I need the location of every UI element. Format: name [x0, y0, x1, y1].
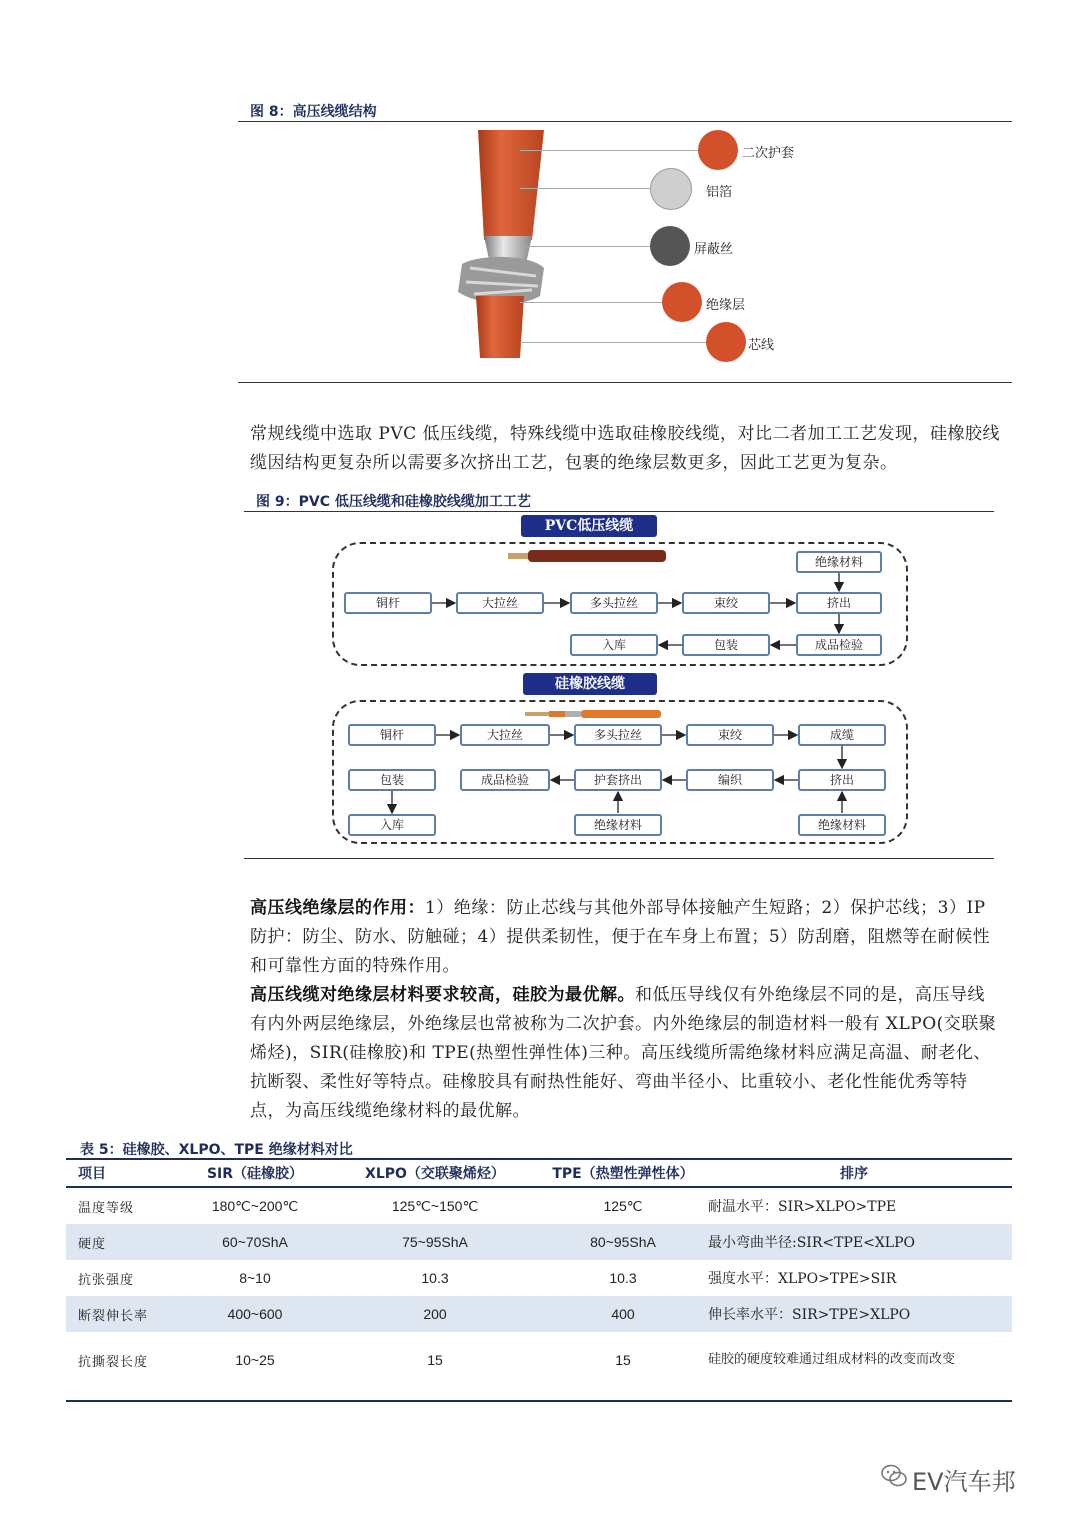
cell-sir: 180℃~200℃	[211, 1197, 299, 1214]
paragraph-3-lead: 高压线缆对绝缘层材料要求较高，硅胶为最优解。	[250, 985, 635, 1005]
silicone-node-multi-drawing: 多头拉丝	[574, 724, 662, 746]
silicone-node-insulation-material: 绝缘材料	[798, 814, 886, 836]
cell-item: 硬度	[66, 1224, 190, 1260]
table-header-row	[66, 1160, 1012, 1187]
col-header-tpe: TPE（热塑性弹性体）	[552, 1166, 694, 1182]
col-header-ranking: 排序	[840, 1166, 868, 1182]
paragraph-2	[250, 894, 1002, 981]
cell-xlpo: 15	[427, 1352, 443, 1368]
cell-ranking: 伸长率水平：SIR>TPE>XLPO	[696, 1296, 1012, 1332]
cell-sir: 10~25	[235, 1352, 275, 1368]
paragraph-2-lead: 高压线绝缘层的作用：	[250, 898, 425, 918]
pvc-node-packaging: 包装	[682, 634, 770, 656]
pvc-node-bunching: 束绞	[682, 592, 770, 614]
cell-item: 断裂伸长率	[66, 1296, 190, 1332]
silicone-node-copper-rod: 铜杆	[348, 724, 436, 746]
col-header-xlpo: XLPO（交联聚烯烃）	[365, 1166, 505, 1182]
pvc-header: PVC低压线缆	[521, 515, 657, 537]
label-core: 芯线	[748, 338, 775, 353]
silicone-node-warehousing: 入库	[348, 814, 436, 836]
table-row	[66, 1187, 1012, 1224]
col-header-sir: SIR（硅橡胶）	[206, 1166, 304, 1182]
table-row	[66, 1332, 1012, 1388]
cell-tpe: 400	[550, 1296, 696, 1332]
cell-xlpo: 200	[320, 1296, 550, 1332]
cell-ranking: 硅胶的硬度较难通过组成材料的改变而改变	[708, 1352, 956, 1367]
pvc-node-rough-drawing: 大拉丝	[456, 592, 544, 614]
pvc-node-final-inspection: 成品检验	[796, 634, 882, 656]
cell-tpe: 15	[615, 1352, 631, 1368]
paragraph-2-body: 1）绝缘：防止芯线与其他外部导体接触产生短路；2）保护芯线；3）IP 防护：防尘、防水、防触碰；4）提供柔韧性，便于在车身上布置；5）防刮磨，阻燃等在耐候性和可靠性方面的特殊作用。	[250, 898, 991, 976]
cell-ranking: 强度水平：XLPO>TPE>SIR	[708, 1271, 897, 1287]
silicone-node-bunching: 束绞	[686, 724, 774, 746]
paragraph-3	[250, 981, 1002, 1126]
label-sheath: 二次护套	[742, 146, 795, 161]
silicone-node-rough-drawing: 大拉丝	[460, 724, 550, 746]
label-shield: 屏蔽丝	[694, 242, 734, 257]
cell-tpe: 125℃	[603, 1197, 643, 1214]
table-row	[66, 1224, 1012, 1260]
table-row	[66, 1296, 1012, 1332]
silicone-node-sheath-extrusion: 护套挤出	[574, 769, 662, 791]
silicone-node-extrusion: 挤出	[798, 769, 886, 791]
cell-item: 抗撕裂长度	[78, 1354, 149, 1370]
cell-sir: 400~600	[190, 1296, 320, 1332]
pvc-node-warehousing: 入库	[570, 634, 658, 656]
paragraph-3-body: 和低压导线仅有外绝缘层不同的是，高压导线有内外两层绝缘层，外绝缘层也常被称为二次护套。内外绝缘层的制造材料一般有 XLPO(交联聚烯烃)，SIR(硅橡胶)和 TPE(热塑性弹性体)三种。高压线缆所需绝缘材料应满足高温、耐老化、抗断裂、柔性好等特点。硅橡胶具有耐热性能好、弯曲半径小、比重较小、老化性能优秀等特点，为高压线缆绝缘材料的最优解。	[250, 985, 997, 1121]
pvc-node-copper-rod: 铜杆	[344, 592, 432, 614]
silicone-node-final-inspection: 成品检验	[460, 769, 550, 791]
cell-xlpo: 10.3	[421, 1270, 449, 1286]
table-row	[66, 1260, 1012, 1296]
figure-9-title: 图 9：PVC 低压线缆和硅橡胶线缆加工工艺	[256, 494, 531, 510]
cell-ranking: 耐温水平：SIR>XLPO>TPE	[708, 1199, 897, 1215]
silicone-node-packaging: 包装	[348, 769, 436, 791]
silicone-node-sheath-material: 绝缘材料	[574, 814, 662, 836]
cell-xlpo: 75~95ShA	[320, 1224, 550, 1260]
label-insulation: 绝缘层	[706, 298, 746, 313]
pvc-node-multi-drawing: 多头拉丝	[570, 592, 658, 614]
watermark-text: EV汽车邦	[912, 1468, 1016, 1496]
cell-sir: 60~70ShA	[190, 1224, 320, 1260]
silicone-node-cabling: 成缆	[798, 724, 886, 746]
cell-item: 温度等级	[78, 1200, 135, 1216]
cell-sir: 8~10	[239, 1270, 271, 1286]
cell-tpe: 80~95ShA	[550, 1224, 696, 1260]
pvc-node-insulation-material: 绝缘材料	[796, 551, 882, 573]
cell-ranking: 最小弯曲半径:SIR<TPE<XLPO	[696, 1224, 1012, 1260]
silicone-header: 硅橡胶线缆	[523, 673, 657, 695]
label-foil: 铝箔	[706, 185, 733, 200]
figure-9-bottom-rule	[244, 858, 994, 859]
silicone-node-braiding: 编织	[686, 769, 774, 791]
col-header-item: 项目	[78, 1166, 106, 1182]
wechat-icon	[880, 1462, 908, 1490]
cell-tpe: 10.3	[609, 1270, 637, 1286]
cell-xlpo: 125℃~150℃	[391, 1197, 479, 1214]
figure-8-title: 图 8：高压线缆结构	[250, 104, 377, 120]
comparison-table	[66, 1160, 1012, 1388]
cell-item: 抗张强度	[78, 1272, 135, 1288]
paragraph-1: 常规线缆中选取 PVC 低压线缆，特殊线缆中选取硅橡胶线缆，对比二者加工工艺发现，硅橡胶线缆因结构更复杂所以需要多次挤出工艺，包裹的绝缘层数更多，因此工艺更为复杂。	[250, 424, 1001, 473]
pvc-node-extrusion: 挤出	[796, 592, 882, 614]
table-5-title: 表 5：硅橡胶、XLPO、TPE 绝缘材料对比	[80, 1142, 353, 1158]
table-5-bottom-rule	[66, 1400, 1012, 1402]
